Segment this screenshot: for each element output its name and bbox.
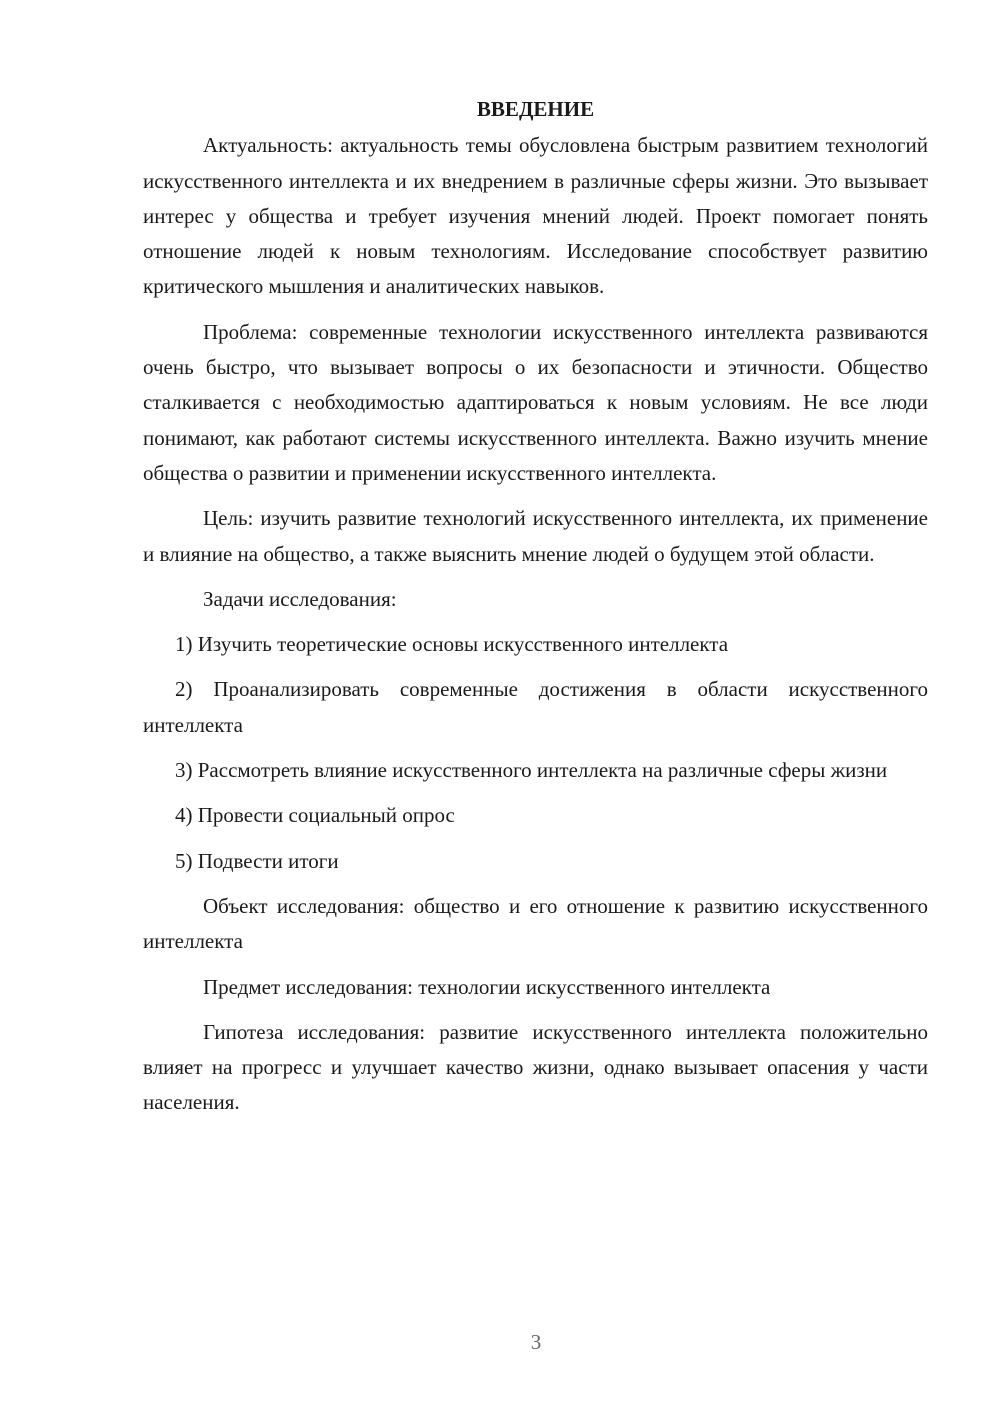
document-page [143,92,928,1131]
subject-paragraph: Предмет исследования: технологии искусственного интеллекта [203,974,771,999]
hypothesis-paragraph: Гипотеза исследования: развитие искусственного интеллекта положительно влияет на прогресс и улучшает качество жизни, однако вызывает опасения у части населения. [143,1019,928,1115]
relevance-paragraph: Актуальность: актуальность темы обусловлена быстрым развитием технологий искусственного интеллекта и их внедрением в различные сферы жизни. Это вызывает интерес у общества и требует изучения мнений людей. Проект помогает понять отношение людей к новым технологиям. Исследование способствует развитию критического мышления и аналитических навыков. [143,133,928,299]
tasks-heading: Задачи исследования: [203,586,397,611]
task-item: 5) Подвести итоги [175,848,339,873]
task-item: 3) Рассмотреть влияние искусственного интеллекта на различные сферы жизни [175,758,888,783]
problem-paragraph: Проблема: современные технологии искусственного интеллекта развиваются очень быстро, что вызывает вопросы о их безопасности и этичности. Общество сталкивается с необходимостью адаптироваться к новым условиям. Не все люди понимают, как работают системы искусственного интеллекта. Важно изучить мнение общества о развитии и применении искусственного интеллекта. [143,319,928,485]
task-item: 1) Изучить теоретические основы искусственного интеллекта [175,632,729,657]
object-paragraph: Объект исследования: общество и его отношение к развитию искусственного интеллекта [143,893,928,954]
goal-paragraph: Цель: изучить развитие технологий искусственного интеллекта, их применение и влияние на общество, а также выяснить мнение людей о будущем этой области. [143,506,928,566]
section-title: ВВЕДЕНИЕ [476,97,595,121]
task-item: 4) Провести социальный опрос [175,803,455,828]
task-item: 2) Проанализировать современные достижения в области искусственного интеллекта [143,677,928,737]
page-number: 3 [530,1330,542,1354]
